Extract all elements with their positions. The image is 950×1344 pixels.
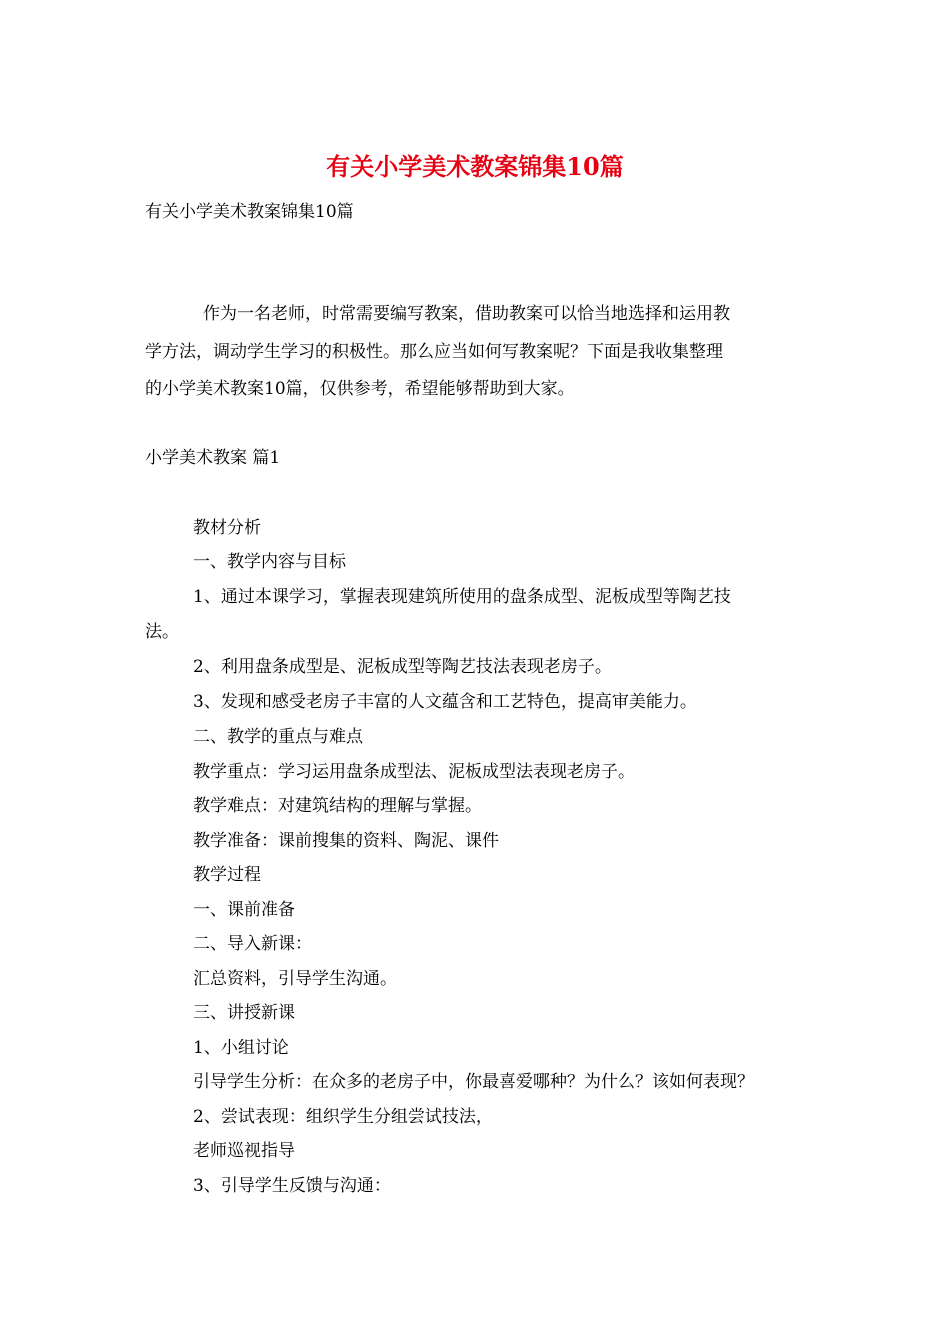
body-line: 一、教学内容与目标 — [193, 552, 346, 572]
section-heading: 小学美术教案 篇1 — [145, 448, 281, 468]
body-line: 教学重点：学习运用盘条成型法、泥板成型法表现老房子。 — [193, 762, 635, 782]
body-line: 1、小组讨论 — [193, 1038, 289, 1058]
body-line: 3、引导学生反馈与沟通： — [193, 1176, 391, 1196]
intro-line-1: 作为一名老师，时常需要编写教案，借助教案可以恰当地选择和运用教 — [203, 304, 730, 324]
body-line: 二、教学的重点与难点 — [193, 727, 363, 747]
body-line: 教学准备：课前搜集的资料、陶泥、课件 — [193, 831, 499, 851]
document-subtitle: 有关小学美术教案锦集10篇 — [145, 202, 354, 222]
body-line: 2、利用盘条成型是、泥板成型等陶艺技法表现老房子。 — [193, 657, 612, 677]
body-line: 一、课前准备 — [193, 900, 295, 920]
body-line: 教学难点：对建筑结构的理解与掌握。 — [193, 796, 482, 816]
intro-line-3: 的小学美术教案10篇，仅供参考，希望能够帮助到大家。 — [145, 379, 575, 399]
body-line: 1、通过本课学习，掌握表现建筑所使用的盘条成型、泥板成型等陶艺技 — [193, 587, 731, 607]
body-line: 引导学生分析：在众多的老房子中，你最喜爱哪种？为什么？该如何表现？ — [193, 1072, 754, 1092]
document-title: 有关小学美术教案锦集10篇 — [326, 152, 624, 181]
body-line: 2、尝试表现：组织学生分组尝试技法， — [193, 1107, 493, 1127]
body-line: 老师巡视指导 — [193, 1141, 295, 1161]
body-line: 三、讲授新课 — [193, 1003, 295, 1023]
body-line: 法。 — [145, 622, 179, 642]
body-line: 教学过程 — [193, 865, 261, 885]
body-line: 二、导入新课： — [193, 934, 312, 954]
intro-line-2: 学方法，调动学生学习的积极性。那么应当如何写教案呢？下面是我收集整理 — [145, 342, 723, 362]
body-line: 教材分析 — [193, 518, 261, 538]
body-line: 3、发现和感受老房子丰富的人文蕴含和工艺特色，提高审美能力。 — [193, 692, 697, 712]
body-line: 汇总资料，引导学生沟通。 — [193, 969, 397, 989]
